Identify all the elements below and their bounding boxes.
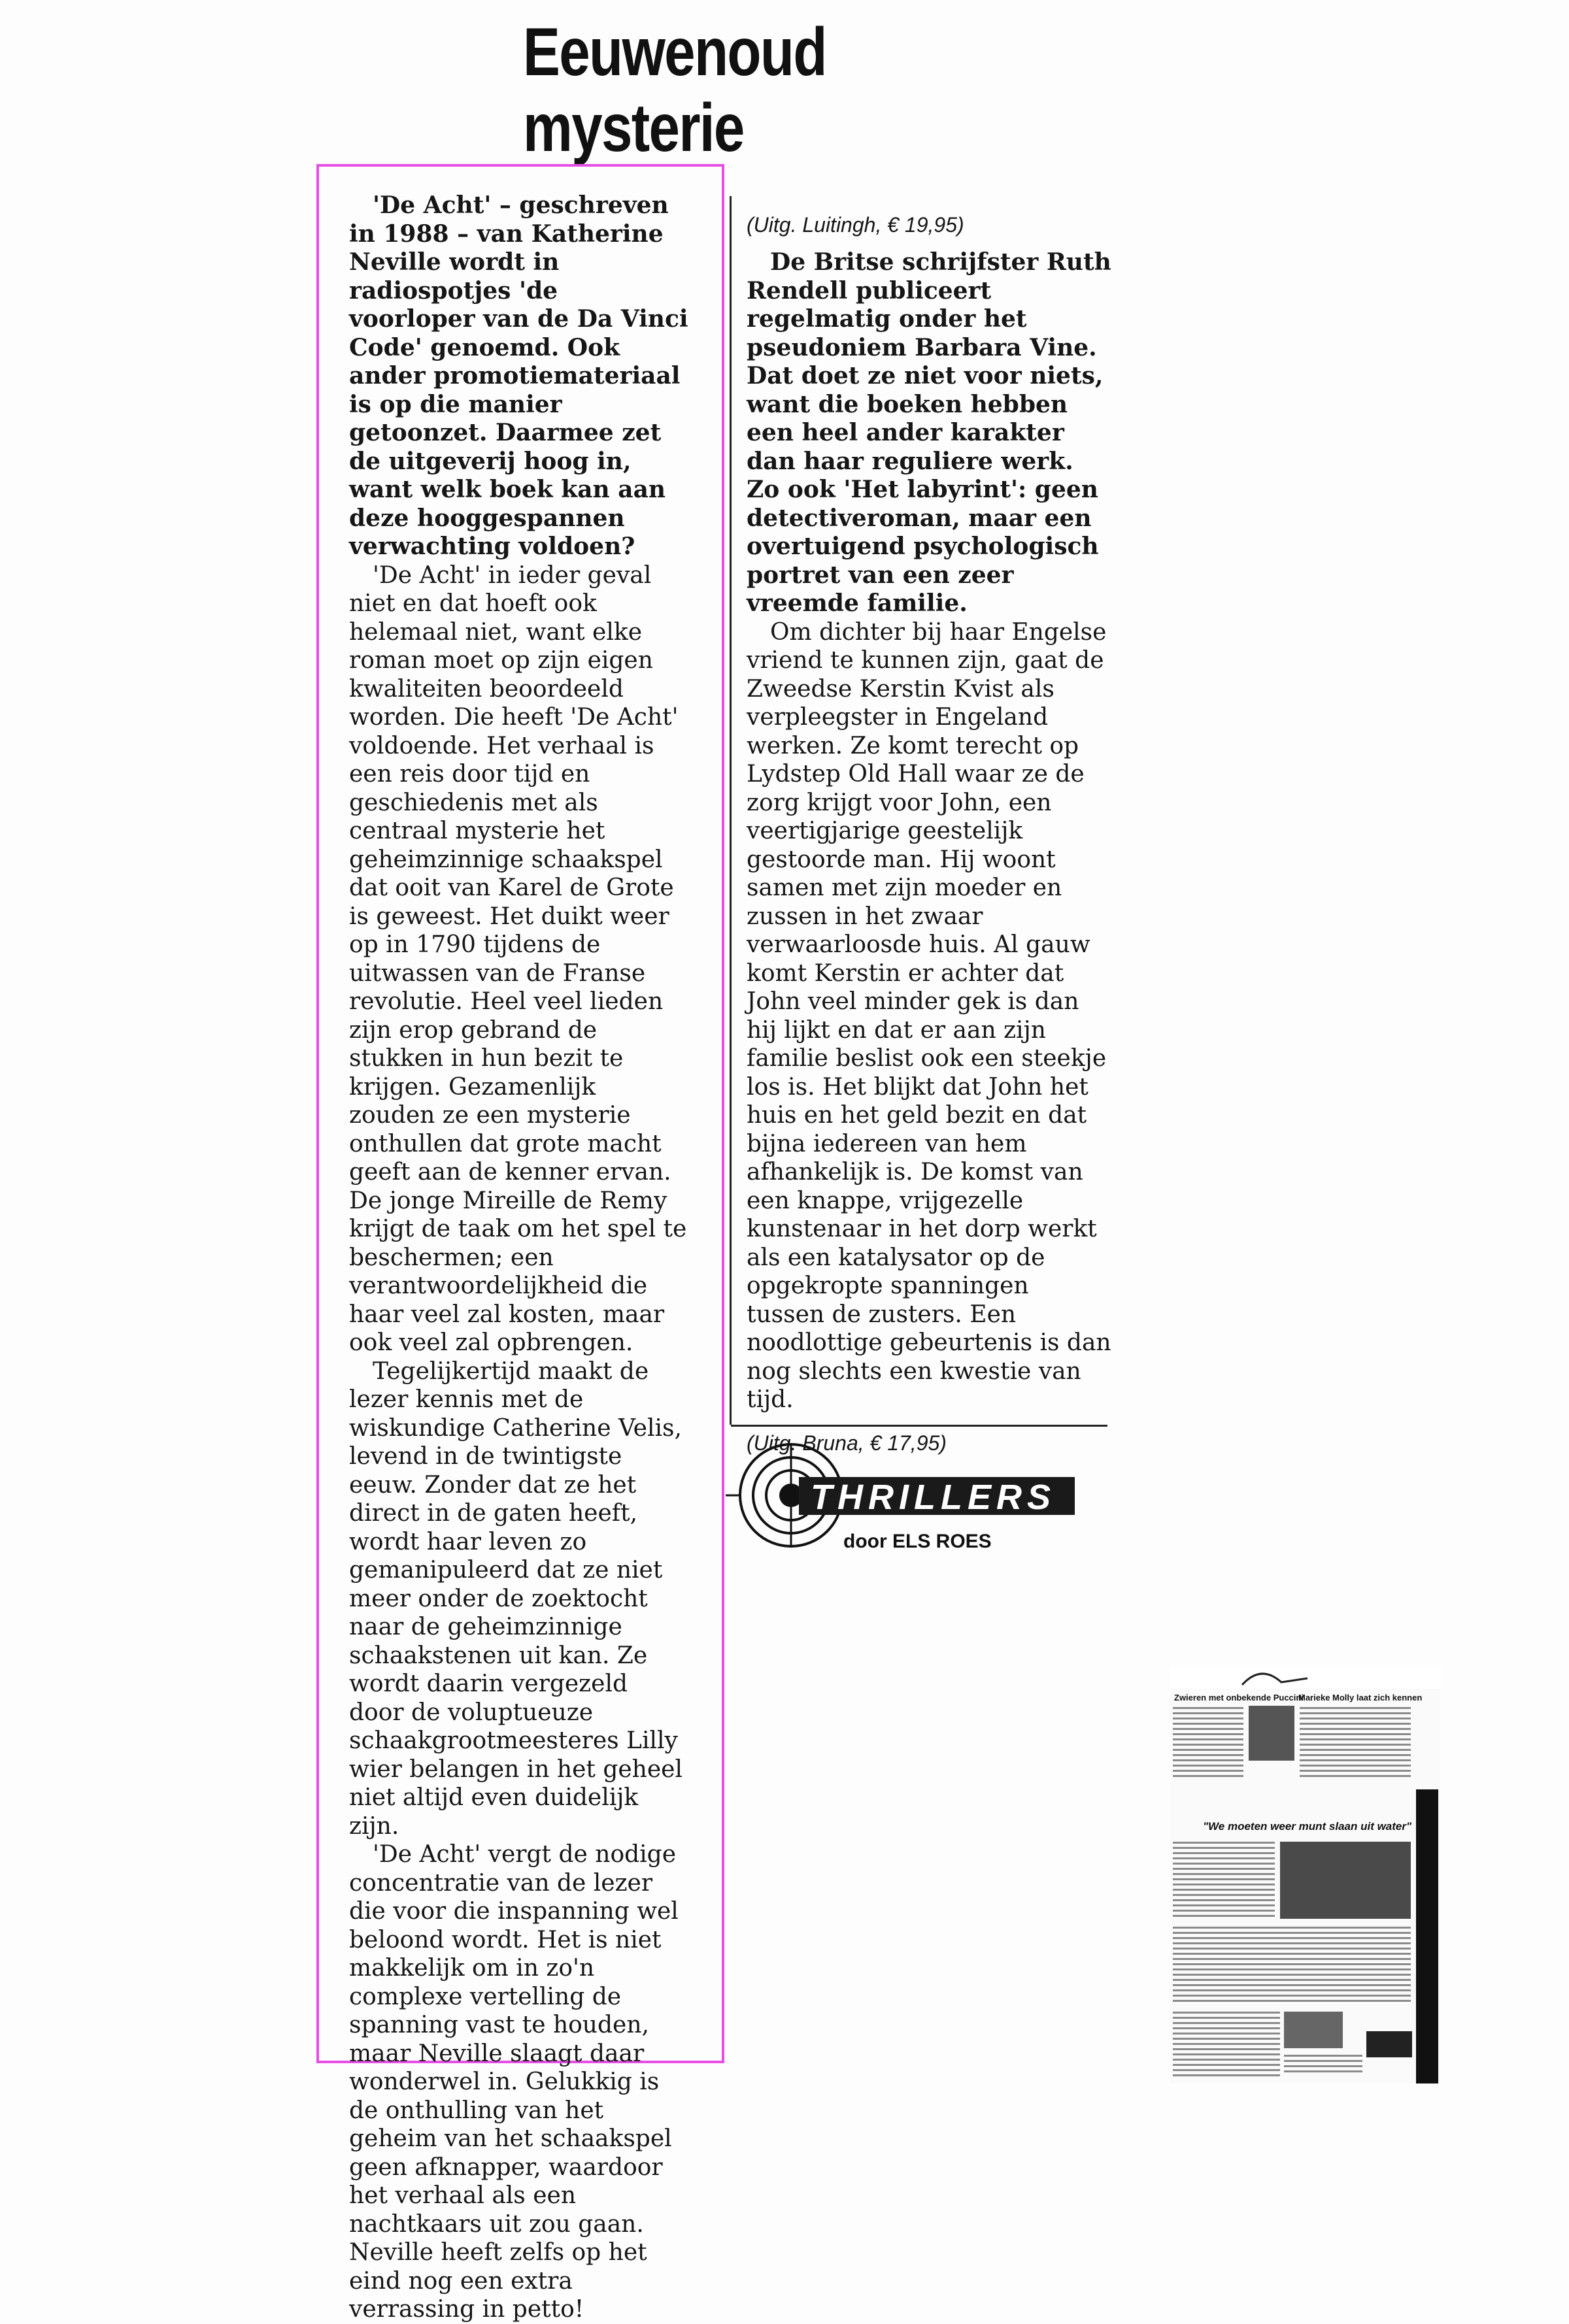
column-bottom-rule — [731, 1425, 1107, 1427]
article-headline — [523, 14, 845, 166]
review-lead: 'De Acht' – geschreven in 1988 – van Katherine Neville wordt in radiospotjes 'de voorloper van de Da Vinci Code' genoemd. Ook ander promotiemateriaal is op die manier getoonzet. Daarmee zet de uitgeverij hoog in, want welk boek kan aan deze hooggespannen verwachting voldoen? — [349, 191, 688, 560]
review-paragraph: 'De Acht' vergt de nodige concentratie van de lezer die voor die inspanning wel beloond wordt. Het is niet makkelijk om in zo'n complexe vertelling de spanning vast te houden, maar Neville slaagt daar wonderwel in. Gelukkig is de onthulling van het geheim van het schaakspel geen afknapper, waardoor het verhaal als een nachtkaars uit zou gaan. Neville heeft zelfs op het eind nog een extra verrassing in petto! — [349, 1841, 679, 2323]
review-paragraph: 'De Acht' in ieder geval niet en dat hoeft ook helemaal niet, want elke roman moet op zijn eigen kwaliteiten beoordeeld worden. Die heeft 'De Acht' voldoende. Het verhaal is een reis door tijd en geschiedenis met als centraal mysterie het geheimzinnige schaakspel dat ooit van Karel de Grote is geweest. Het duikt weer op in 1790 tijdens de uitwassen van de Franse revolutie. Heel veel lieden zijn erop gebrand de stukken in hun bezit te krijgen. Gezamenlijk zouden ze een mysterie onthullen dat grote macht geeft aan de kenner ervan. De jonge Mireille de Remy krijgt de taak om het spel te beschermen; een verantwoordelijkheid die haar veel zal kosten, maar ook veel zal opbrengen. — [349, 561, 687, 1356]
review-lead: De Britse schrijfster Ruth Rendell publiceert regelmatig onder het pseudoniem Barbara Vine. Dat doet ze niet voor niets, want die boeken hebben een heel ander karakter dan haar reguliere werk. Zo ook 'Het labyrint': geen detectiveroman, maar een overtuigend psychologisch portret van een zeer vreemde familie. — [747, 248, 1111, 617]
thumb-quote: "We moeten weer munt slaan uit water" — [1203, 1820, 1412, 1833]
column-divider — [730, 196, 732, 1425]
thumb-headline-1: Zwieren met onbekende Puccini — [1174, 1693, 1304, 1702]
review-column-de-acht[interactable] — [316, 164, 724, 2323]
newspaper-page-thumbnail — [1170, 1665, 1441, 2083]
section-title: THRILLERS — [811, 1478, 1056, 1517]
publisher-note: (Uitg. Bruna, € 17,95) — [747, 1431, 947, 1455]
review-paragraph: Om dichter bij haar Engelse vriend te kunnen zijn, gaat de Zweedse Kerstin Kvist als verpleegster in Engeland werken. Ze komt terecht op Lydstep Old Hall waar ze de zorg krijgt voor John, een veertigjarige geestelijk gestoorde man. Hij woont samen met zijn moeder en zussen in het zwaar verwaarloosde huis. Al gauw komt Kerstin er achter dat John veel minder gek is dan hij lijkt en dat er aan zijn familie beslist ook een steekje los is. Het blijkt dat John het huis en het geld bezit en dat bijna iedereen van hem afhankelijk is. De komst van een knappe, vrijgezelle kunstenaar in het dorp werkt als een katalysator op de opgekropte spanningen tussen de zusters. Een noodlottige gebeurtenis is dan nog slechts een kwestie van tijd. — [747, 618, 1111, 1413]
thumb-headline-2: Marieke Molly laat zich kennen — [1298, 1693, 1423, 1702]
headline-line-2: mysterie — [523, 90, 744, 166]
review-column-het-labyrint — [732, 196, 1118, 1467]
section-byline: door ELS ROES — [843, 1531, 992, 1552]
review-paragraph: Tegelijkertijd maakt de lezer kennis met de wiskundige Catherine Velis, levend in de twintigste eeuw. Zonder dat ze het direct in de gaten heeft, wordt haar leven zo gemanipuleerd dat ze niet meer onder de zoektocht naar de geheimzinnige schaakstenen uit kan. Ze wordt daarin vergezeld door de voluptueuze schaakgrootmeesteres Lilly wier belangen in het geheel niet altijd even duidelijk zijn. — [349, 1357, 683, 1840]
publisher-note: (Uitg. Luitingh, € 19,95) — [747, 213, 964, 237]
headline-line-1: Eeuwenoud — [523, 14, 826, 90]
